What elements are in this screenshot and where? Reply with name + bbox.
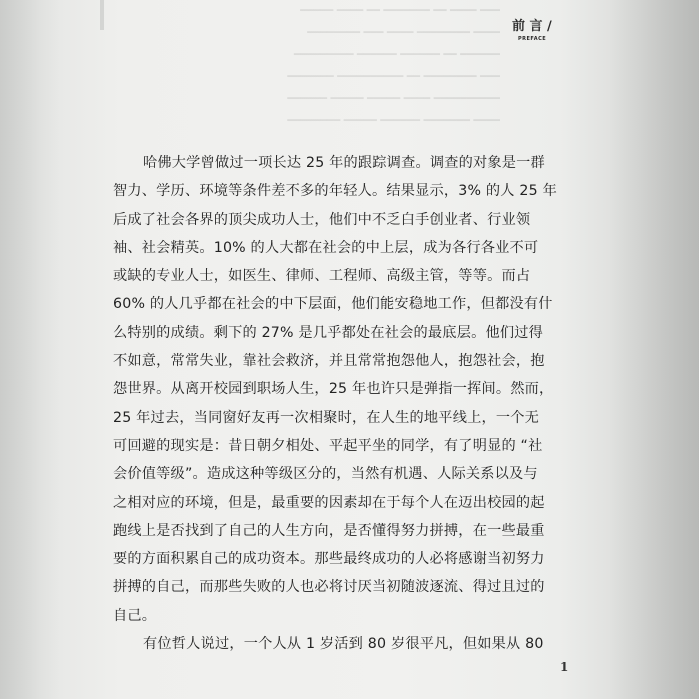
text-line: 会价值等级”。造成这种等级区分的，当然有机遇、人际关系以及与 [113, 466, 538, 483]
chapter-title: 前 言 / [512, 19, 552, 34]
body-text [113, 149, 593, 658]
text-line: 不如意，常常失业，靠社会救济，并且常常抱怨他人，抱怨社会，抱 [113, 353, 545, 370]
text-line: 自己。 [113, 607, 157, 624]
text-line: 或缺的专业人士，如医生、律师、工程师、高级主管，等等。而占 [113, 268, 531, 285]
text-line: 怨世界。从离开校园到职场人生，25 年也许只是弹指一挥间。然而， [113, 381, 554, 398]
chapter-subtitle: PREFACE [518, 36, 547, 42]
page-number: 1 [560, 660, 569, 674]
text-line: 么特别的成绩。剩下的 27% 是几乎都处在社会的最底层。他们过得 [113, 324, 544, 341]
page-curl-shadow [609, 0, 699, 699]
chapter-header [512, 12, 562, 42]
bleed-through-texture: ━━━ ━━━━ ━━ ━━━━━━━ ━━ ━━━━ ━━━━━ ━━━━ ━━━━━━━━ ━━━━ ━━━ ━━━━━━━━ ━━━━━━ ━━ ━━━━━━ ━━━━━━ ━━━━━━━━━ ━━━ ━━━━━━━━ ━━ ━━━━━━━━━━ ━━━━━━━ ━━━━━━━━━━ ━━━━ ━━━━━ ━━━━━ ━━━━━━ ━━━━ ━━━━━━━ ━━━━━━ ━━━━━ ━━━━━━━━ [287, 4, 500, 127]
text-line: 袖、社会精英。10% 的人大都在社会的中上层，成为各行各业不可 [113, 239, 539, 256]
text-line: 后成了社会各界的顶尖成功人士，他们中不乏白手创业者、行业领 [113, 211, 531, 228]
text-line: 跑线上是否找到了自己的人生方向，是否懂得努力拼搏，在一些最重 [113, 522, 545, 539]
text-line: 可回避的现实是：昔日朝夕相处、平起平坐的同学，有了明显的 “社 [113, 437, 543, 454]
text-line: 25 年过去，当同窗好友再一次相聚时，在人生的地平线上，一个无 [113, 409, 540, 426]
text-line: 之相对应的环境，但是，最重要的因素却在于每个人在迈出校园的起 [113, 494, 545, 511]
binding-shadow [0, 0, 60, 699]
text-line: 拼搏的自己，而那些失败的人也必将讨厌当初随波逐流、得过且过的 [113, 579, 545, 596]
text-line: 有位哲人说过，一个人从 1 岁活到 80 岁很平凡，但如果从 80 [143, 636, 544, 653]
text-line: 60% 的人几乎都在社会的中下层面，他们能安稳地工作，但都没有什 [113, 296, 553, 313]
text-line: 要的方面积累自己的成功资本。那些最终成功的人必将感谢当初努力 [113, 551, 545, 568]
page-edge [100, 0, 104, 30]
text-line: 智力、学历、环境等条件差不多的年轻人。结果显示，3% 的人 25 年 [113, 183, 557, 200]
text-line: 哈佛大学曾做过一项长达 25 年的跟踪调查。调查的对象是一群 [143, 155, 545, 171]
